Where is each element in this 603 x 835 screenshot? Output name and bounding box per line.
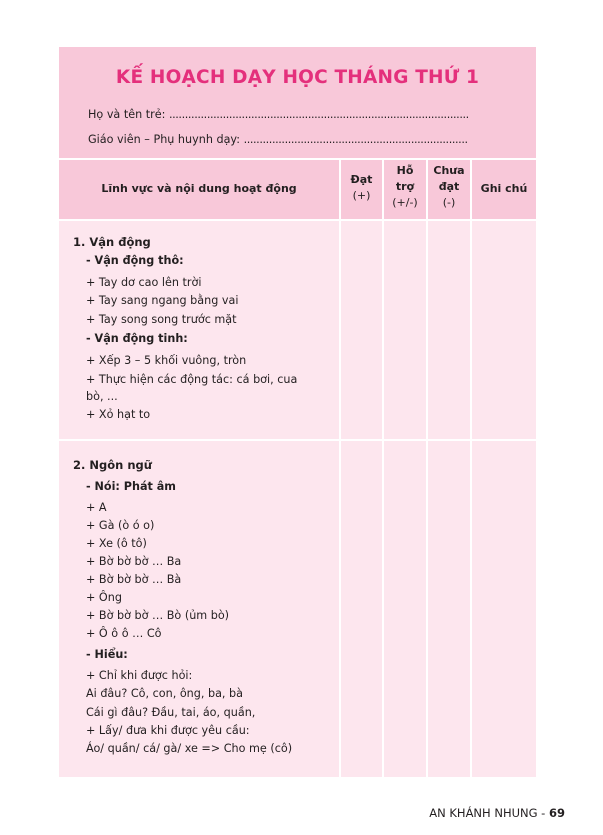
subsection-title: - Hiểu: [86, 648, 128, 661]
teacher-dots: ....................................................................... [243, 133, 468, 146]
list-item: + A [86, 501, 107, 514]
subsection-title: - Vận động thô: [86, 254, 184, 267]
child-name-label: Họ và tên trẻ: [88, 108, 166, 121]
subsection-title: - Nói: Phát âm [86, 480, 176, 493]
list-item: + Bờ bờ bờ … Ba [86, 555, 182, 568]
child-name-field [88, 108, 469, 121]
plan-sheet [59, 47, 536, 777]
page-footer [429, 806, 565, 820]
header-chuadat [428, 163, 470, 211]
page-number: 69 [548, 806, 565, 820]
list-item: + Xỏ hạt to [86, 408, 151, 421]
table-top-rule [59, 158, 536, 160]
list-item: + Xếp 3 – 5 khối vuông, tròn [86, 354, 247, 367]
col-divider-3 [426, 160, 428, 777]
list-item: bò, ... [86, 390, 118, 403]
header-hotro [384, 163, 426, 211]
author-name: AN KHÁNH NHUNG - [429, 806, 549, 820]
header-hotro-line1: Hỗ [396, 164, 414, 177]
list-item: + Ô ô ô … Cô [86, 627, 162, 640]
list-item: + Lấy/ đưa khi được yêu cầu: [86, 724, 250, 737]
subsection-title: - Vận động tinh: [86, 332, 188, 345]
list-item: + Bờ bờ bờ … Bò (ủm bò) [86, 609, 230, 622]
col-divider-1 [339, 160, 341, 777]
header-chuadat-line2: đạt [438, 180, 460, 193]
list-item: + Bờ bờ bờ … Bà [86, 573, 182, 586]
list-item: + Xe (ô tô) [86, 537, 147, 550]
header-hotro-line3: (+/-) [392, 196, 418, 209]
header-bottom-rule [59, 219, 536, 221]
section-title: 1. Vận động [73, 235, 151, 249]
header-chuadat-line1: Chưa [433, 164, 465, 177]
page-title: KẾ HOẠCH DẠY HỌC THÁNG THỨ 1 [115, 67, 480, 88]
list-item: + Gà (ò ó o) [86, 519, 155, 532]
list-item: Cái gì đâu? Đầu, tai, áo, quần, [86, 706, 256, 719]
section-divider [59, 439, 536, 441]
header-dat-line1: Đạt [350, 173, 373, 186]
col-divider-2 [382, 160, 384, 777]
list-item: + Ông [86, 591, 122, 604]
list-item: + Tay sang ngang bằng vai [86, 294, 239, 307]
list-item: + Tay dơ cao lên trời [86, 276, 202, 289]
header-chuadat-line3: (-) [442, 196, 456, 209]
list-item: Áo/ quần/ cá/ gà/ xe => Cho mẹ (cô) [86, 742, 293, 755]
header-dat-line2: (+) [352, 189, 371, 202]
section-title: 2. Ngôn ngữ [73, 458, 152, 472]
child-name-dots: ............................................................................................... [168, 108, 469, 121]
col-divider-4 [470, 160, 472, 777]
list-item: + Tay song song trước mặt [86, 313, 237, 326]
header-ghichu: Ghi chú [480, 182, 528, 195]
list-item: Ai đâu? Cô, con, ông, ba, bà [86, 687, 244, 700]
list-item: + Thực hiện các động tác: cá bơi, cua [86, 373, 298, 386]
teacher-label: Giáo viên – Phụ huynh dạy: [88, 133, 240, 146]
list-item: + Chỉ khi được hỏi: [86, 669, 193, 682]
header-dat [341, 172, 382, 204]
teacher-field [88, 133, 468, 146]
header-hotro-line2: trợ [395, 180, 415, 193]
header-content: Lĩnh vực và nội dung hoạt động [101, 182, 297, 195]
